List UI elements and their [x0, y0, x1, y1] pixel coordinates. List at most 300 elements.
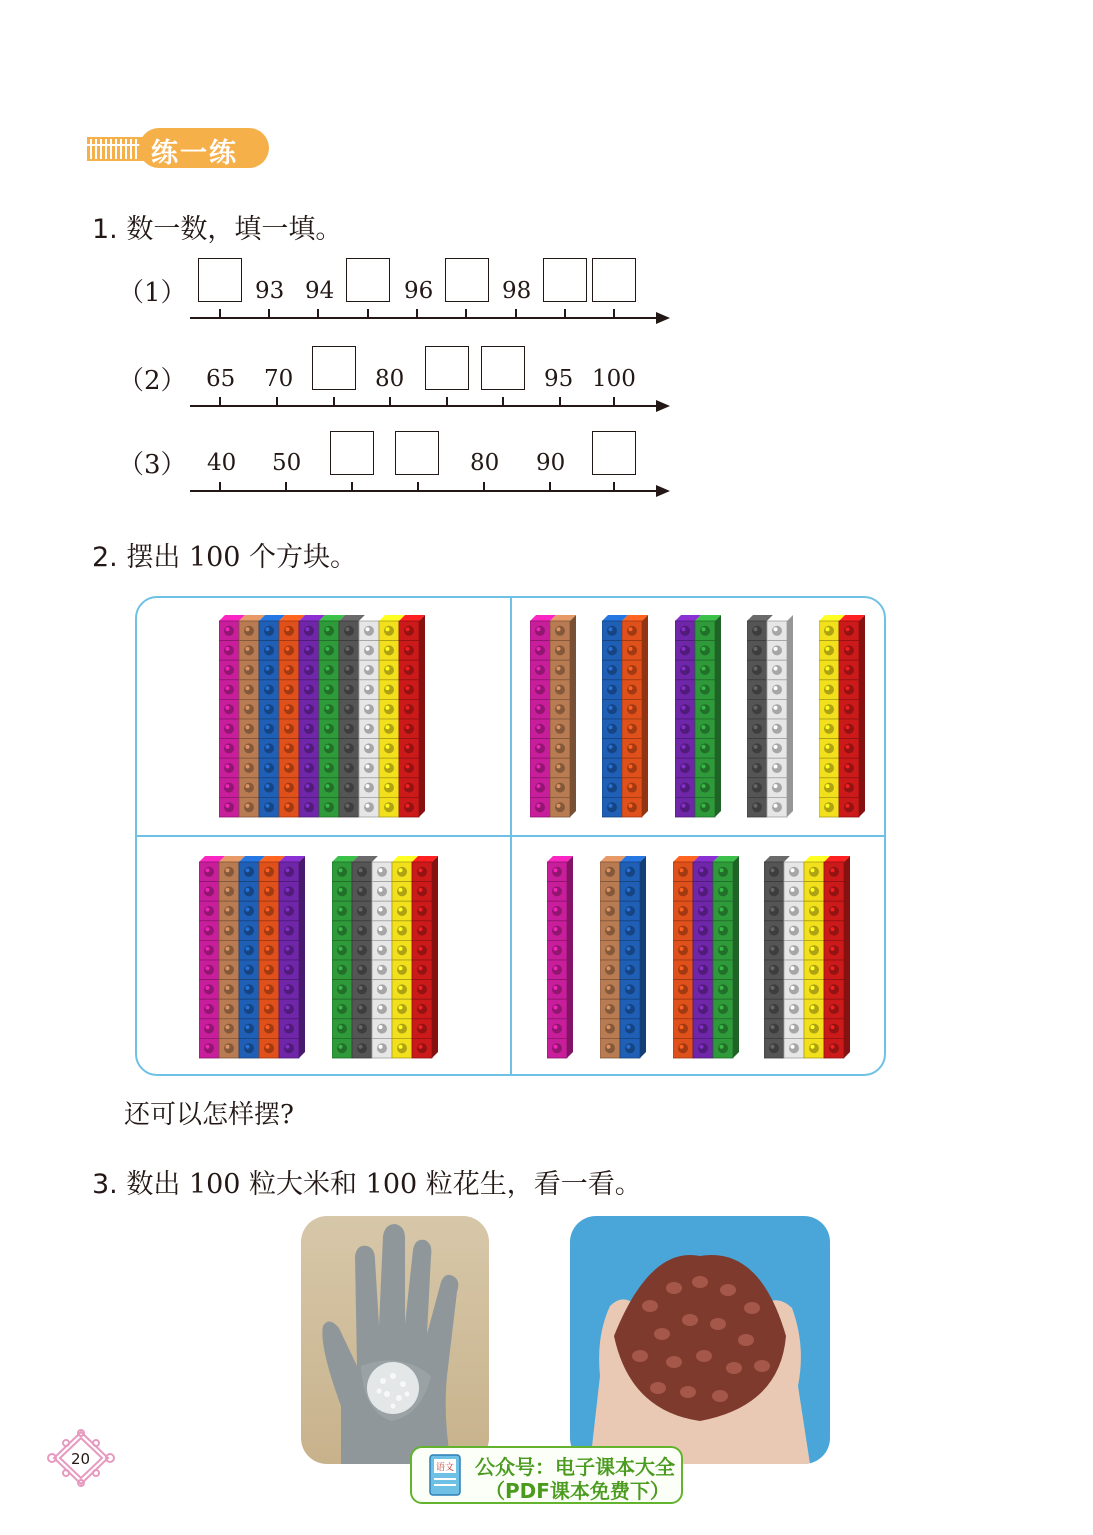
cube-yellow — [819, 778, 839, 798]
cube-brown — [600, 862, 620, 882]
cube-green — [319, 719, 339, 739]
cube-white — [767, 680, 787, 700]
cube-red — [412, 960, 432, 980]
cube-white — [372, 882, 392, 902]
cube-magenta — [547, 1038, 567, 1058]
cube-magenta — [199, 921, 219, 941]
cube-brown — [600, 940, 620, 960]
cube-orange — [673, 921, 693, 941]
cube-green — [713, 901, 733, 921]
cube-white — [767, 660, 787, 680]
cube-gray — [747, 621, 767, 641]
cube-white — [767, 758, 787, 778]
cube-gray — [747, 719, 767, 739]
cube-blue — [259, 778, 279, 798]
cube-yellow — [819, 621, 839, 641]
cube-blue — [239, 999, 259, 1019]
cube-green — [319, 621, 339, 641]
cube-green — [713, 1019, 733, 1039]
cube-yellow — [819, 758, 839, 778]
cube-red — [824, 980, 844, 1000]
cube-blue — [239, 1038, 259, 1058]
cube-blue — [620, 1038, 640, 1058]
cube-purple — [279, 882, 299, 902]
tick-label: 93 — [255, 278, 285, 304]
cube-blue — [259, 641, 279, 661]
cube-brown — [239, 699, 259, 719]
cube-gray — [352, 960, 372, 980]
cube-gray — [764, 1019, 784, 1039]
cube-gray — [747, 641, 767, 661]
cube-stack-1x10 — [547, 850, 579, 1065]
cube-brown — [550, 758, 570, 778]
cube-gray — [339, 641, 359, 661]
page-number: 20 — [71, 1450, 91, 1468]
cube-red — [399, 758, 419, 778]
cube-white — [359, 621, 379, 641]
cube-brown — [550, 797, 570, 817]
cube-purple — [693, 999, 713, 1019]
question-2-number: 2. — [92, 542, 118, 573]
cube-orange — [673, 999, 693, 1019]
cube-purple — [675, 660, 695, 680]
cube-purple — [279, 999, 299, 1019]
cube-white — [784, 980, 804, 1000]
cube-yellow — [804, 980, 824, 1000]
cube-orange — [673, 862, 693, 882]
cube-side-face — [787, 615, 793, 817]
cube-yellow — [392, 999, 412, 1019]
cube-orange — [279, 699, 299, 719]
cube-red — [399, 719, 419, 739]
line-2-label: （2） — [118, 366, 187, 396]
cube-yellow — [392, 960, 412, 980]
number-line-2 — [188, 393, 673, 419]
cube-blue — [620, 901, 640, 921]
cube-green — [332, 1038, 352, 1058]
cube-purple — [693, 921, 713, 941]
cube-yellow — [379, 680, 399, 700]
cube-magenta — [219, 680, 239, 700]
cube-orange — [259, 999, 279, 1019]
cube-gray — [747, 699, 767, 719]
cube-white — [372, 960, 392, 980]
cube-magenta — [199, 862, 219, 882]
cube-purple — [693, 862, 713, 882]
cube-white — [359, 719, 379, 739]
cube-brown — [550, 641, 570, 661]
cube-magenta — [199, 940, 219, 960]
cube-brown — [600, 960, 620, 980]
cube-green — [695, 621, 715, 641]
cube-orange — [279, 621, 299, 641]
cube-side-face — [733, 856, 739, 1058]
cube-magenta — [219, 621, 239, 641]
cube-magenta — [219, 699, 239, 719]
cube-yellow — [804, 921, 824, 941]
cube-magenta — [547, 980, 567, 1000]
cube-side-face — [567, 856, 573, 1058]
cube-purple — [299, 719, 319, 739]
cube-white — [359, 739, 379, 759]
cube-white — [359, 778, 379, 798]
question-1-title — [92, 207, 342, 246]
cube-magenta — [530, 758, 550, 778]
cube-yellow — [819, 641, 839, 661]
cube-blue — [239, 921, 259, 941]
line-3-label: （3） — [118, 450, 187, 480]
cube-white — [359, 680, 379, 700]
cube-green — [695, 758, 715, 778]
cube-purple — [279, 980, 299, 1000]
cube-brown — [550, 778, 570, 798]
cube-purple — [675, 641, 695, 661]
cube-orange — [259, 901, 279, 921]
cube-brown — [239, 680, 259, 700]
tick-label: 50 — [272, 450, 302, 476]
cube-yellow — [804, 960, 824, 980]
cube-magenta — [547, 862, 567, 882]
cube-white — [767, 719, 787, 739]
cube-purple — [279, 901, 299, 921]
cube-red — [412, 999, 432, 1019]
answer-box[interactable] — [425, 346, 469, 390]
cube-stack-2x10 — [530, 609, 582, 824]
cube-stack-3x10 — [673, 850, 745, 1065]
cube-green — [319, 778, 339, 798]
cube-blue — [620, 882, 640, 902]
cube-gray — [747, 758, 767, 778]
cube-red — [839, 719, 859, 739]
cube-blue — [602, 641, 622, 661]
cube-white — [767, 739, 787, 759]
cube-yellow — [392, 921, 412, 941]
cube-gray — [764, 862, 784, 882]
cube-gray — [339, 719, 359, 739]
cube-brown — [600, 901, 620, 921]
cube-green — [319, 739, 339, 759]
cube-white — [784, 901, 804, 921]
cube-gray — [352, 862, 372, 882]
cube-green — [713, 999, 733, 1019]
cube-stack-10x10 — [219, 609, 439, 824]
cube-magenta — [547, 901, 567, 921]
cube-purple — [279, 960, 299, 980]
cube-blue — [239, 1019, 259, 1039]
cube-blue — [259, 699, 279, 719]
cube-magenta — [199, 1038, 219, 1058]
cube-white — [359, 641, 379, 661]
cube-brown — [550, 680, 570, 700]
cube-blue — [602, 660, 622, 680]
cube-purple — [279, 921, 299, 941]
cube-purple — [299, 680, 319, 700]
cube-yellow — [392, 1038, 412, 1058]
cube-brown — [239, 758, 259, 778]
cube-blue — [620, 940, 640, 960]
cube-green — [332, 862, 352, 882]
cube-red — [839, 660, 859, 680]
cube-gray — [764, 921, 784, 941]
cube-magenta — [219, 778, 239, 798]
cube-purple — [299, 739, 319, 759]
cube-magenta — [530, 699, 550, 719]
cube-red — [824, 921, 844, 941]
peanuts-in-hands-photo — [570, 1216, 830, 1464]
cube-green — [319, 641, 339, 661]
cube-white — [784, 1019, 804, 1039]
cube-white — [784, 921, 804, 941]
cube-yellow — [819, 739, 839, 759]
cube-blue — [239, 960, 259, 980]
cube-brown — [550, 621, 570, 641]
answer-box[interactable] — [395, 431, 439, 475]
cube-red — [839, 699, 859, 719]
cube-gray — [747, 797, 767, 817]
cube-gray — [764, 940, 784, 960]
cube-orange — [259, 921, 279, 941]
cube-red — [824, 999, 844, 1019]
cube-stack-2x10 — [747, 609, 799, 824]
cube-gray — [764, 960, 784, 980]
cube-blue — [602, 739, 622, 759]
cube-orange — [279, 680, 299, 700]
rice-in-hand-photo — [301, 1216, 489, 1464]
cube-white — [767, 641, 787, 661]
cube-gray — [352, 999, 372, 1019]
cube-yellow — [392, 901, 412, 921]
cube-brown — [239, 719, 259, 739]
cube-purple — [675, 758, 695, 778]
tick-label: 40 — [207, 450, 237, 476]
answer-box[interactable] — [198, 258, 242, 302]
number-line-3 — [188, 478, 673, 504]
cube-orange — [622, 797, 642, 817]
cube-yellow — [392, 1019, 412, 1039]
cube-blue — [620, 960, 640, 980]
cube-magenta — [219, 739, 239, 759]
cube-blue — [239, 882, 259, 902]
cube-blue — [602, 699, 622, 719]
cube-orange — [259, 980, 279, 1000]
cube-brown — [239, 739, 259, 759]
cube-blue — [602, 778, 622, 798]
cube-blue — [620, 1019, 640, 1039]
cube-orange — [673, 901, 693, 921]
cube-orange — [673, 960, 693, 980]
cube-brown — [219, 882, 239, 902]
cube-brown — [550, 699, 570, 719]
cube-white — [784, 960, 804, 980]
cube-yellow — [392, 940, 412, 960]
cube-gray — [747, 660, 767, 680]
cube-brown — [219, 999, 239, 1019]
cube-red — [412, 901, 432, 921]
cube-purple — [693, 940, 713, 960]
cube-red — [412, 980, 432, 1000]
cube-white — [372, 980, 392, 1000]
cube-gray — [352, 1019, 372, 1039]
cube-purple — [675, 778, 695, 798]
cube-purple — [693, 1038, 713, 1058]
tick-label: 95 — [544, 366, 574, 392]
cube-gray — [339, 778, 359, 798]
answer-box[interactable] — [592, 431, 636, 475]
cube-brown — [600, 999, 620, 1019]
cube-red — [412, 882, 432, 902]
watermark-line-2: （PDF课本免费下） — [485, 1479, 670, 1503]
cube-brown — [239, 778, 259, 798]
answer-box[interactable] — [445, 258, 489, 302]
cube-purple — [299, 758, 319, 778]
cube-magenta — [530, 680, 550, 700]
cube-purple — [693, 901, 713, 921]
tick-label: 65 — [206, 366, 236, 392]
cube-yellow — [392, 862, 412, 882]
cube-purple — [279, 1038, 299, 1058]
cube-side-face — [844, 856, 850, 1058]
cube-magenta — [530, 660, 550, 680]
cube-white — [784, 862, 804, 882]
cube-green — [695, 719, 715, 739]
cube-white — [784, 1038, 804, 1058]
cube-purple — [675, 680, 695, 700]
cube-orange — [622, 680, 642, 700]
cube-brown — [600, 980, 620, 1000]
cube-gray — [764, 999, 784, 1019]
cube-red — [839, 680, 859, 700]
cube-yellow — [819, 719, 839, 739]
cube-gray — [339, 797, 359, 817]
cube-red — [412, 1019, 432, 1039]
cube-magenta — [219, 797, 239, 817]
cube-magenta — [547, 940, 567, 960]
cube-green — [713, 960, 733, 980]
cube-white — [372, 1019, 392, 1039]
cube-red — [399, 660, 419, 680]
cube-magenta — [219, 660, 239, 680]
answer-box[interactable] — [543, 258, 587, 302]
cube-orange — [279, 719, 299, 739]
cube-green — [695, 778, 715, 798]
tick-label: 96 — [404, 278, 434, 304]
cube-yellow — [379, 797, 399, 817]
cube-white — [359, 758, 379, 778]
cube-orange — [259, 882, 279, 902]
cube-magenta — [530, 797, 550, 817]
cube-red — [399, 641, 419, 661]
cube-gray — [352, 980, 372, 1000]
cube-brown — [219, 921, 239, 941]
cube-magenta — [530, 719, 550, 739]
cube-orange — [259, 940, 279, 960]
line-1-label: （1） — [118, 278, 187, 308]
answer-box[interactable] — [330, 431, 374, 475]
cube-stack-2x10 — [675, 609, 727, 824]
cube-blue — [602, 680, 622, 700]
cube-white — [784, 999, 804, 1019]
cube-yellow — [804, 999, 824, 1019]
tick-label: 98 — [502, 278, 532, 304]
cube-magenta — [199, 980, 219, 1000]
cube-magenta — [199, 960, 219, 980]
cube-yellow — [379, 621, 399, 641]
cube-gray — [339, 699, 359, 719]
cube-orange — [622, 778, 642, 798]
cube-stack-2x10 — [819, 609, 871, 824]
cube-red — [399, 699, 419, 719]
cube-green — [332, 1019, 352, 1039]
cube-purple — [299, 641, 319, 661]
cube-green — [319, 758, 339, 778]
cube-red — [824, 960, 844, 980]
cube-magenta — [530, 621, 550, 641]
cube-purple — [299, 797, 319, 817]
textbook-icon — [426, 1453, 468, 1499]
cube-green — [332, 901, 352, 921]
cube-brown — [550, 660, 570, 680]
cube-red — [824, 862, 844, 882]
cube-orange — [622, 660, 642, 680]
cube-green — [319, 797, 339, 817]
cube-blue — [620, 921, 640, 941]
cube-brown — [600, 1038, 620, 1058]
cube-green — [319, 680, 339, 700]
cube-green — [332, 980, 352, 1000]
cube-orange — [622, 699, 642, 719]
cube-orange — [259, 960, 279, 980]
cube-orange — [279, 660, 299, 680]
cube-green — [695, 797, 715, 817]
cube-red — [412, 1038, 432, 1058]
cube-yellow — [379, 660, 399, 680]
cube-green — [695, 680, 715, 700]
cube-red — [839, 797, 859, 817]
cube-white — [372, 1038, 392, 1058]
cube-green — [695, 660, 715, 680]
answer-box[interactable] — [346, 258, 390, 302]
cube-magenta — [219, 758, 239, 778]
cube-purple — [675, 699, 695, 719]
cube-orange — [279, 758, 299, 778]
cube-green — [695, 699, 715, 719]
cube-white — [767, 778, 787, 798]
cube-blue — [239, 980, 259, 1000]
cube-brown — [550, 739, 570, 759]
cube-purple — [693, 882, 713, 902]
cube-brown — [550, 719, 570, 739]
cube-red — [412, 940, 432, 960]
cube-red — [399, 778, 419, 798]
cube-white — [359, 699, 379, 719]
cube-orange — [279, 641, 299, 661]
cube-purple — [279, 940, 299, 960]
cube-green — [332, 921, 352, 941]
cube-gray — [352, 921, 372, 941]
cube-white — [767, 699, 787, 719]
cube-gray — [339, 758, 359, 778]
cube-gray — [352, 1038, 372, 1058]
cube-green — [713, 882, 733, 902]
answer-box[interactable] — [481, 346, 525, 390]
answer-box[interactable] — [312, 346, 356, 390]
cube-magenta — [219, 719, 239, 739]
cube-orange — [622, 739, 642, 759]
answer-box[interactable] — [592, 258, 636, 302]
cube-blue — [259, 719, 279, 739]
cube-yellow — [379, 641, 399, 661]
cube-magenta — [530, 739, 550, 759]
